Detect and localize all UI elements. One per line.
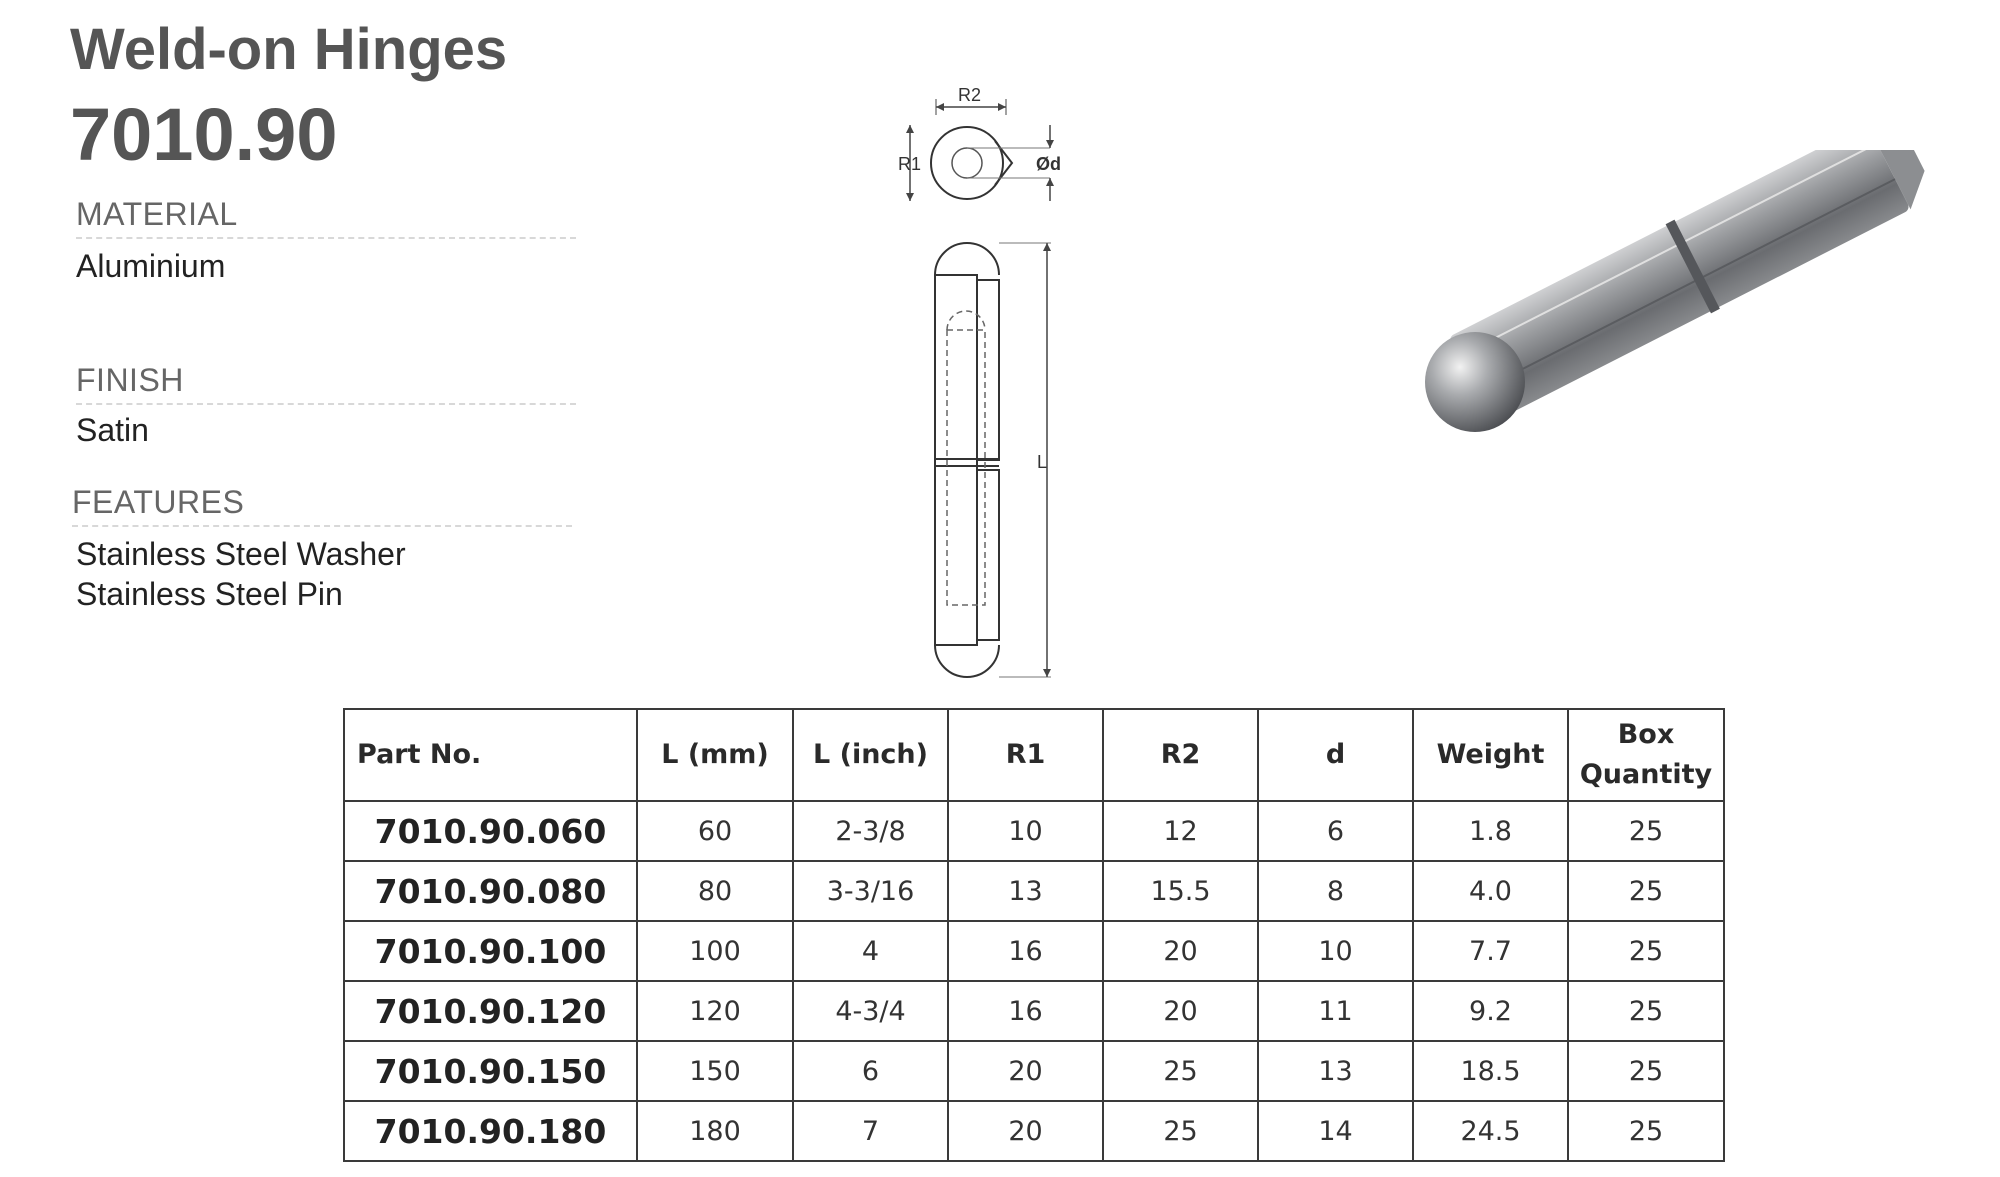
header-part-no: Part No. (344, 709, 637, 801)
cell-box-quantity: 25 (1568, 921, 1724, 981)
cell-r2: 25 (1103, 1101, 1258, 1161)
cell-weight: 7.7 (1413, 921, 1568, 981)
header-d: d (1258, 709, 1413, 801)
cell-r1: 20 (948, 1101, 1103, 1161)
material-value: Aluminium (76, 248, 226, 284)
header-r2: R2 (1103, 709, 1258, 801)
table-row (344, 1101, 1724, 1161)
specifications-table (343, 708, 1725, 1162)
cell-length-inch: 4 (793, 921, 948, 981)
header-weight: Weight (1413, 709, 1568, 801)
cell-r2: 15.5 (1103, 861, 1258, 921)
cell-r2: 20 (1103, 981, 1258, 1041)
cell-box-quantity: 25 (1568, 861, 1724, 921)
cell-part-no: 7010.90.100 (344, 921, 637, 981)
cell-r2: 25 (1103, 1041, 1258, 1101)
table-header-row (344, 709, 1724, 801)
cell-r2: 20 (1103, 921, 1258, 981)
cell-weight: 1.8 (1413, 801, 1568, 861)
cell-length-mm: 80 (637, 861, 793, 921)
cell-box-quantity: 25 (1568, 1041, 1724, 1101)
cell-box-quantity: 25 (1568, 1101, 1724, 1161)
header-length-mm: L (mm) (637, 709, 793, 801)
header-length-inch: L (inch) (793, 709, 948, 801)
diameter-label: Ød (1036, 154, 1061, 174)
feature-item: Stainless Steel Washer (76, 536, 406, 572)
cell-r1: 16 (948, 981, 1103, 1041)
cell-d: 13 (1258, 1041, 1413, 1101)
cell-d: 8 (1258, 861, 1413, 921)
page-title: Weld-on Hinges (70, 17, 508, 82)
cell-r1: 16 (948, 921, 1103, 981)
table-row (344, 921, 1724, 981)
cell-part-no: 7010.90.180 (344, 1101, 637, 1161)
cell-length-mm: 150 (637, 1041, 793, 1101)
cell-part-no: 7010.90.060 (344, 801, 637, 861)
cell-length-mm: 100 (637, 921, 793, 981)
cross-section-drawing (890, 75, 1130, 225)
cell-length-inch: 7 (793, 1101, 948, 1161)
cell-d: 10 (1258, 921, 1413, 981)
header-r1: R1 (948, 709, 1103, 801)
table-row (344, 1041, 1724, 1101)
header-box-quantity (1568, 709, 1724, 801)
material-heading: MATERIAL (76, 196, 576, 239)
feature-item: Stainless Steel Pin (76, 576, 343, 612)
features-heading: FEATURES (72, 484, 572, 527)
header-box: Box (1617, 719, 1675, 750)
cell-d: 14 (1258, 1101, 1413, 1161)
cell-box-quantity: 25 (1568, 981, 1724, 1041)
table-row (344, 861, 1724, 921)
cell-length-mm: 180 (637, 1101, 793, 1161)
cell-d: 6 (1258, 801, 1413, 861)
cell-r2: 12 (1103, 801, 1258, 861)
cell-weight: 18.5 (1413, 1041, 1568, 1101)
cell-r1: 13 (948, 861, 1103, 921)
cell-r1: 10 (948, 801, 1103, 861)
cell-d: 11 (1258, 981, 1413, 1041)
cell-part-no: 7010.90.120 (344, 981, 637, 1041)
cell-length-mm: 120 (637, 981, 793, 1041)
cell-r1: 20 (948, 1041, 1103, 1101)
side-view-drawing (915, 230, 1055, 690)
length-label: L (1037, 452, 1048, 472)
cell-part-no: 7010.90.150 (344, 1041, 637, 1101)
table-row (344, 981, 1724, 1041)
cell-length-inch: 2-3/8 (793, 801, 948, 861)
cell-length-inch: 6 (793, 1041, 948, 1101)
cell-weight: 24.5 (1413, 1101, 1568, 1161)
hinge-product-image (1410, 150, 1970, 470)
table-row (344, 801, 1724, 861)
r2-label: R2 (958, 85, 982, 105)
cell-length-inch: 4-3/4 (793, 981, 948, 1041)
cell-weight: 9.2 (1413, 981, 1568, 1041)
cell-length-inch: 3-3/16 (793, 861, 948, 921)
cell-length-mm: 60 (637, 801, 793, 861)
r1-label: R1 (898, 154, 922, 174)
features-list (76, 534, 406, 614)
model-number: 7010.90 (70, 93, 338, 176)
cell-box-quantity: 25 (1568, 801, 1724, 861)
cell-weight: 4.0 (1413, 861, 1568, 921)
finish-value: Satin (76, 412, 149, 448)
header-quantity: Quantity (1579, 759, 1713, 790)
cell-part-no: 7010.90.080 (344, 861, 637, 921)
finish-heading: FINISH (76, 362, 576, 405)
